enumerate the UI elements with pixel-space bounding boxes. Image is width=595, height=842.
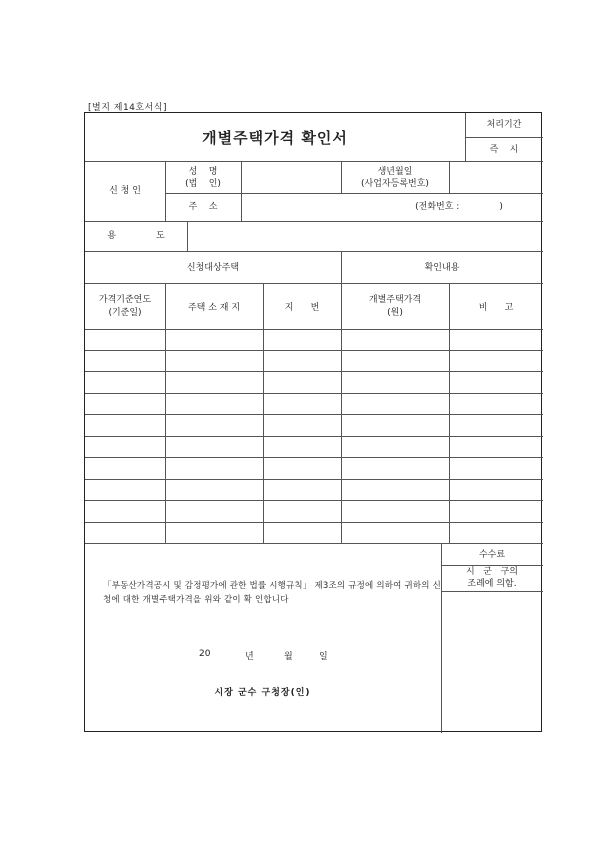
table-row [85, 371, 543, 372]
house-price-header: 개별주택가격 [368, 295, 422, 305]
price-unit-header: (원) [387, 308, 403, 318]
fee-line-1: 시 군 구의 [466, 567, 518, 577]
location-header: 주택 소 재 지 [187, 303, 241, 313]
grid-line [165, 193, 543, 194]
grid-line [449, 161, 450, 193]
table-row [85, 479, 543, 480]
corporation-label: (법 인) [185, 179, 221, 189]
table-row [85, 436, 543, 437]
grid-line [449, 283, 450, 543]
table-row [85, 457, 543, 458]
grid-line [85, 251, 543, 252]
date-month: 월 [284, 652, 293, 662]
birthdate-label: 생년월일 [377, 167, 413, 177]
confirmation-header: 확인내용 [424, 263, 460, 273]
grid-line [465, 137, 543, 138]
grid-line [441, 591, 543, 592]
purpose-label: 용 도 [107, 231, 165, 241]
date-day: 일 [319, 652, 328, 662]
applicant-label: 신 청 인 [109, 186, 141, 196]
confirmation-form [84, 112, 542, 732]
grid-line [263, 283, 264, 543]
form-code: [별지 제14호서식] [88, 103, 167, 113]
table-row [85, 522, 543, 523]
name-label: 성 명 [188, 167, 218, 177]
fee-label: 수수료 [478, 550, 506, 560]
table-row [85, 500, 543, 501]
grid-line [241, 161, 242, 221]
confirmation-notice: 「부동산가격공시 및 감정평가에 관한 법률 시행규칙」 제3조의 규정에 의하여 귀하의 신청에 대한 개별주택가격을 위와 같이 확 인합니다 [103, 581, 442, 605]
lot-number-header: 지 번 [284, 303, 320, 313]
grid-line [85, 161, 543, 162]
phone-label: (전화번호 : ) [415, 202, 503, 212]
base-year-header: 가격기준연도 [98, 295, 152, 305]
grid-line [85, 283, 543, 284]
table-row [85, 350, 543, 351]
form-title: 개별주택가격 확인서 [202, 129, 348, 147]
table-row [85, 543, 543, 544]
date-prefix: 20 [199, 649, 211, 659]
fee-line-2: 조례에 의함. [467, 579, 517, 589]
address-label: 주 소 [188, 202, 218, 212]
date-year: 년 [245, 652, 254, 662]
grid-line [187, 221, 188, 251]
table-row [85, 393, 543, 394]
signature-line: 시장 군수 구청장(인) [214, 688, 311, 698]
grid-line [85, 221, 543, 222]
table-row [85, 414, 543, 415]
base-date-header: (기준일) [108, 308, 142, 318]
note-header: 비 고 [478, 303, 514, 313]
table-row [85, 329, 543, 330]
grid-line [165, 283, 166, 543]
target-house-header: 신청대상주택 [186, 263, 240, 273]
processing-period-value: 즉 시 [489, 145, 519, 155]
processing-period-label: 처리기간 [486, 120, 522, 130]
business-number-label: (사업자등록번호) [361, 179, 429, 189]
